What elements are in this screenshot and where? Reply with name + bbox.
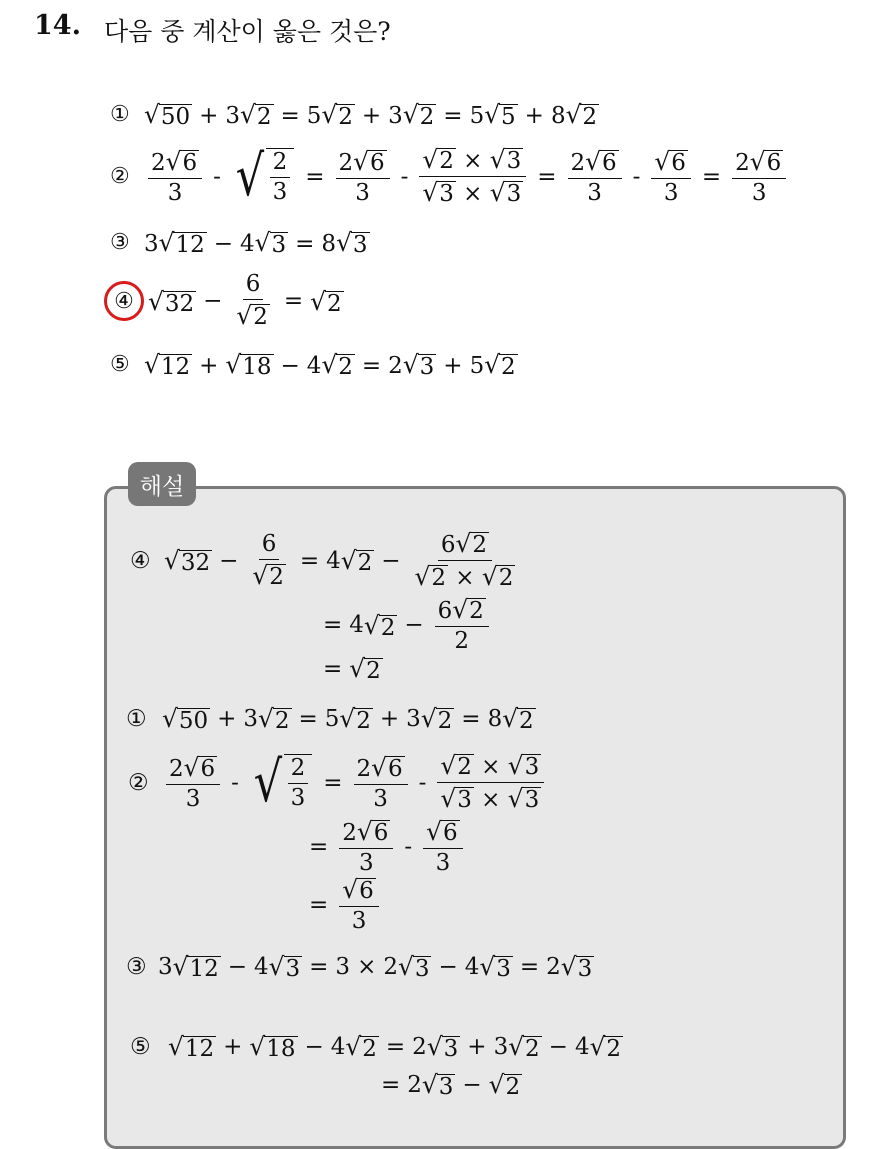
choice-5[interactable]: [110, 350, 518, 379]
choice-3[interactable]: [110, 228, 370, 257]
solution-2-mark: ②: [128, 769, 149, 796]
solution-3: ③ 3 √ 12 − 4 √ 3 = 3 × 2 √ 3 − 4 √ 3 = 2 √ 3: [126, 952, 593, 982]
solution-2-line-1: ② 2 √ 6 3 - √ $\frac{2}{3}$ = 2 √ 6 3 - √ 2 × √ 3 √ 3 × √ 3: [128, 752, 548, 814]
choice-5-expression: √ 12 + √ 18 − 4 √ 2 = 2 √ 3 + 5 √ 2: [144, 350, 516, 380]
choice-2-expression: 2 √ 6 3 - √ $\frac{2}{3}$ = 2 √ 6 3 - √ 2 × √ 3 √ 3 × √ 3 = 2 √ 6 3 - √ 6 3 = 2 √ 6 3: [144, 146, 790, 208]
solution-tab: 해설: [128, 462, 196, 506]
choice-1-mark: ①: [110, 102, 130, 127]
question-text: 다음 중 계산이 옳은 것은?: [104, 17, 391, 46]
choice-3-mark: ③: [110, 230, 130, 255]
choice-5-mark: ⑤: [110, 352, 130, 377]
solution-5-mark: ⑤: [130, 1033, 151, 1060]
solution-1: ① √ 50 + 3 √ 2 = 5 √ 2 + 3 √ 2 = 8 √ 2: [126, 704, 534, 734]
choice-2-mark: ②: [110, 164, 130, 190]
choice-3-expression: 3 √ 12 − 4 √ 3 = 8 √ 3: [144, 228, 368, 258]
question-number: 14.: [34, 10, 81, 41]
solution-4-line-2: = 4 √ 2 − 6 √ 2 2: [316, 596, 493, 655]
choice-4[interactable]: [110, 272, 344, 331]
choice-4-expression: √ 32 − 6 √ 2 = √ 2: [148, 271, 342, 331]
choice-2[interactable]: [110, 143, 790, 209]
solution-2-line-3: = √ 6 3: [302, 876, 383, 935]
choice-1[interactable]: [110, 100, 599, 129]
solution-3-mark: ③: [126, 953, 147, 980]
solution-5-line-2: = 2 √ 3 − √ 2: [381, 1070, 521, 1100]
solution-4-line-1: ④ √ 32 − 6 √ 2 = 4 √ 2 − 6 √ 2 √ 2 × √ 2: [130, 529, 514, 592]
solution-4-mark: ④: [130, 547, 151, 574]
solution-2-line-2: = 2 √ 6 3 - √ 6 3: [302, 818, 467, 877]
answer-circle-mark: ④: [104, 281, 144, 321]
choice-1-expression: √ 50 + 3 √ 2 = 5 √ 2 + 3 √ 2 = 5 √ 5 + 8 √ 2: [144, 100, 598, 130]
solution-4-line-3: = √ 2: [323, 654, 381, 684]
solution-1-mark: ①: [126, 705, 147, 732]
solution-5-line-1: ⑤ √ 12 + √ 18 − 4 √ 2 = 2 √ 3 + 3 √ 2 − 4 √ 2: [130, 1032, 622, 1062]
